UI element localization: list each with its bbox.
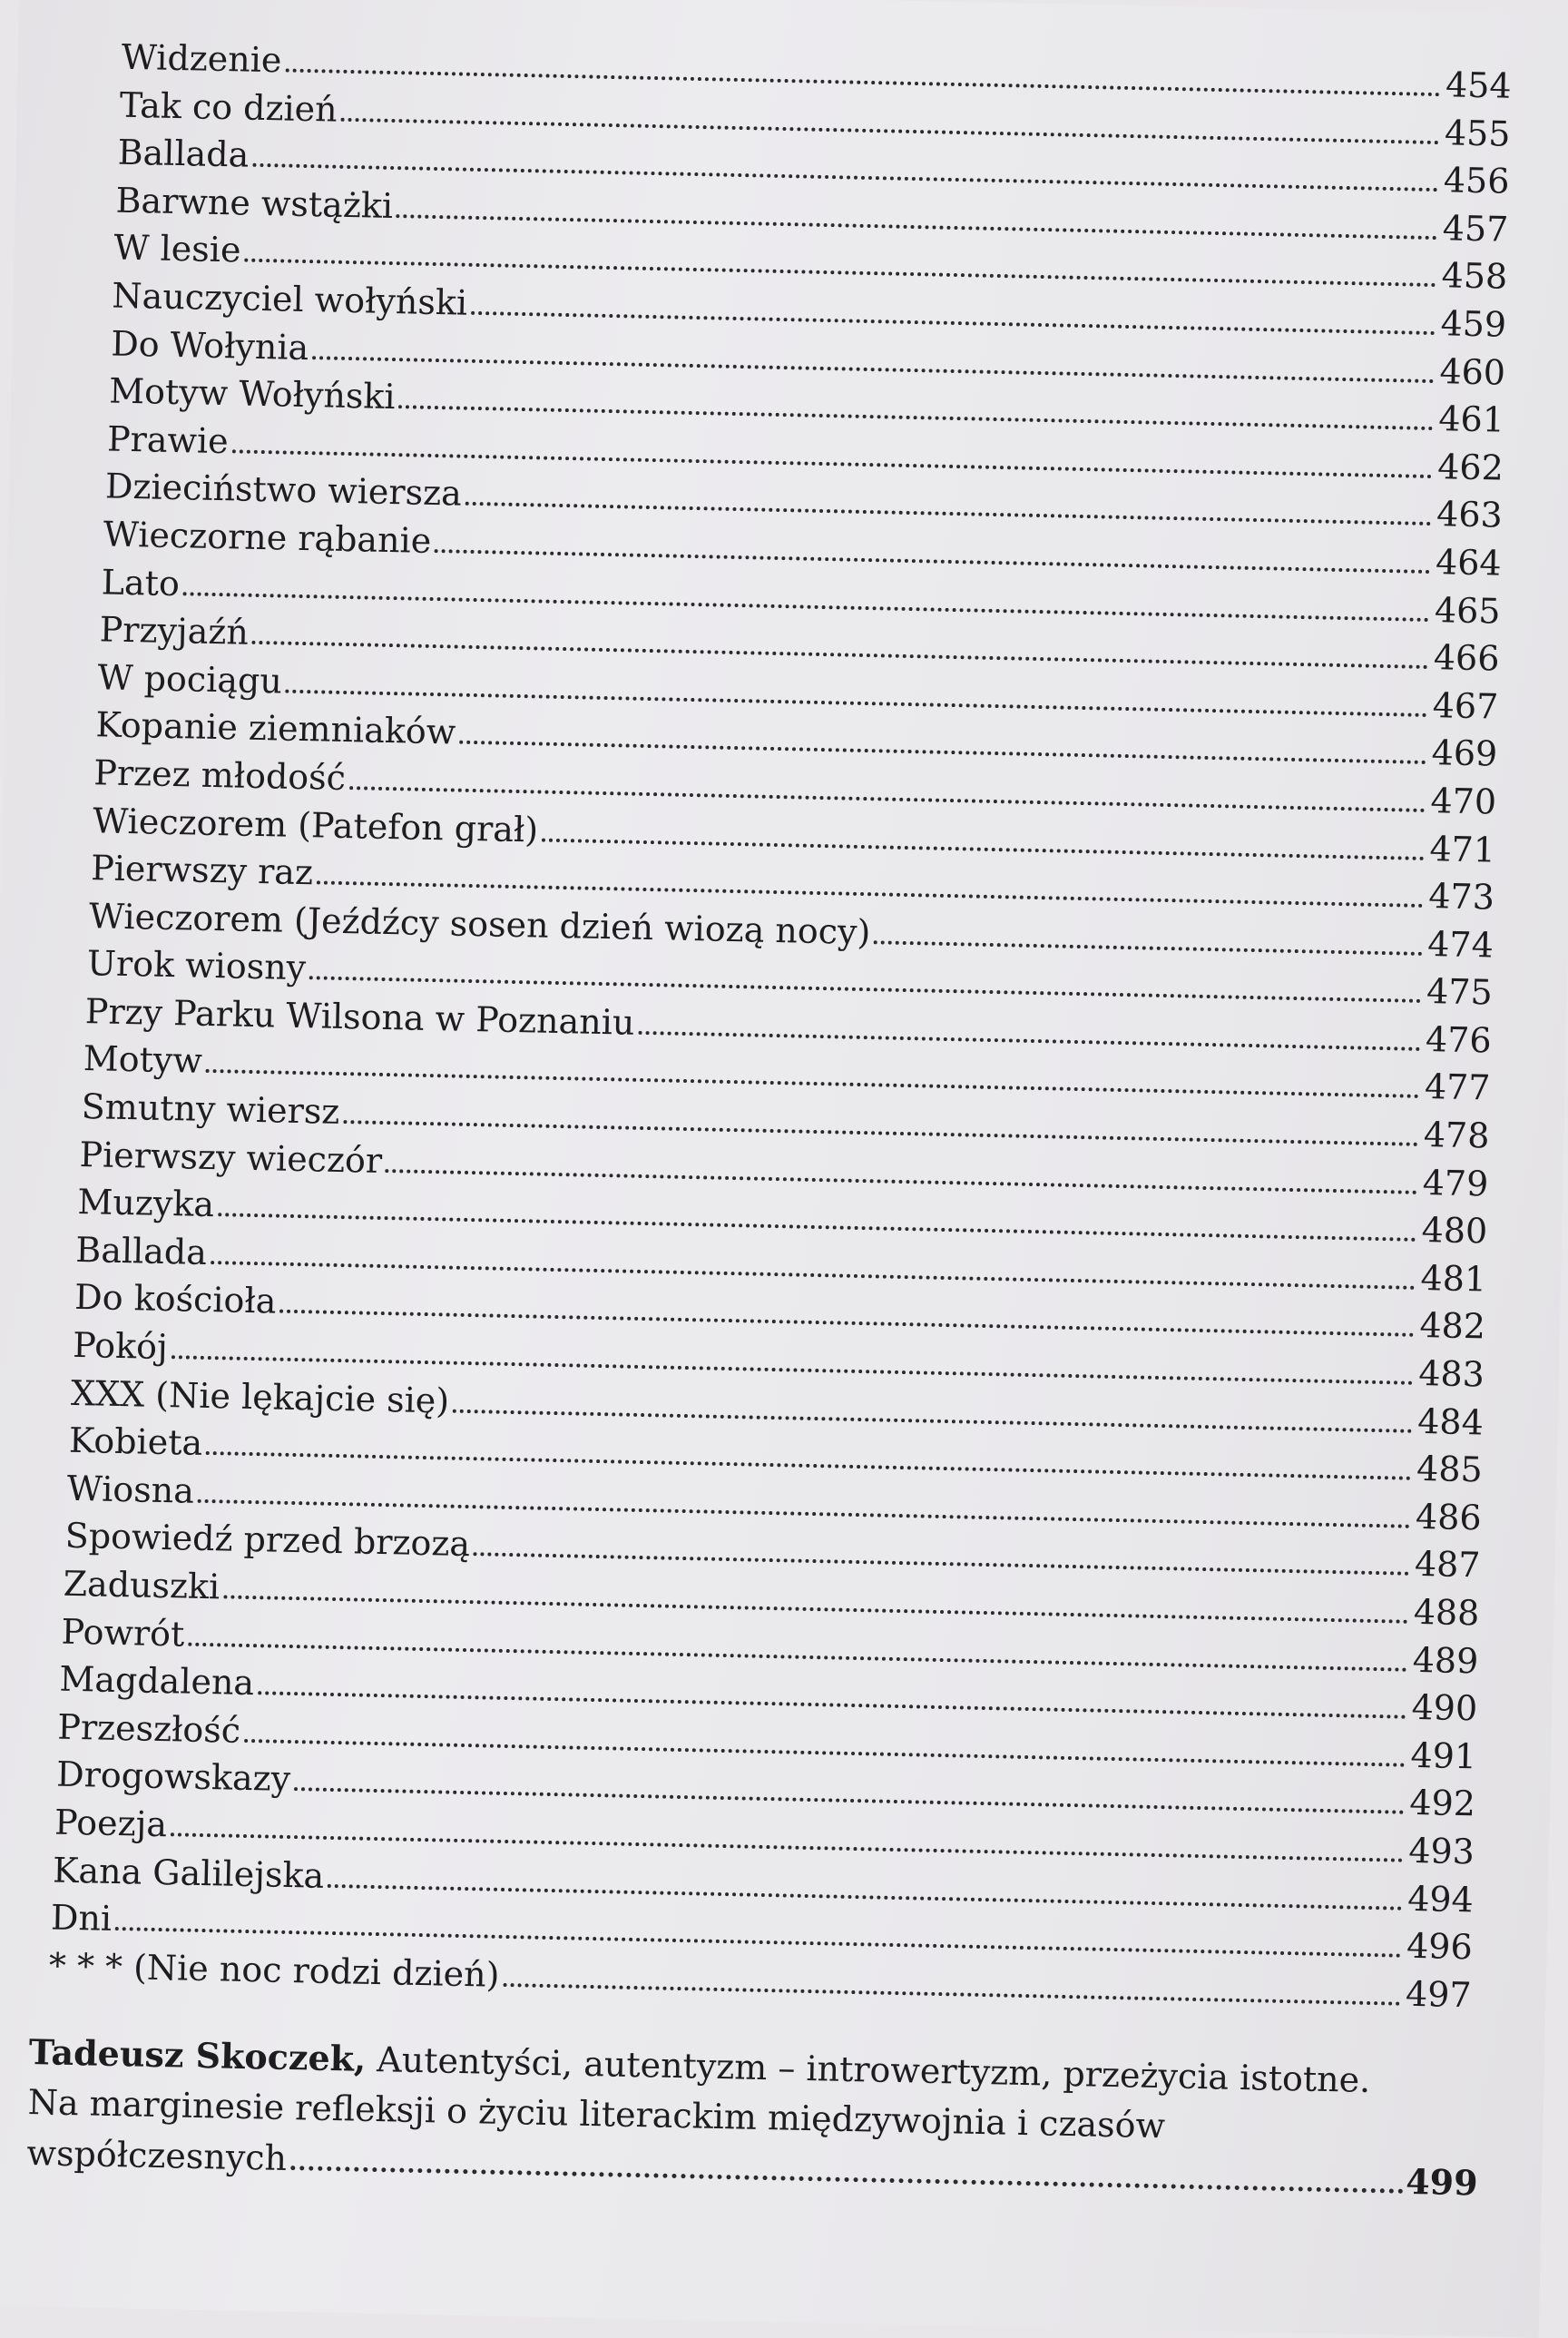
dot-leader <box>290 2166 1404 2194</box>
essay-title-part-1: Autentyści, autentyzm – introwertyzm, przeżycia istotne. <box>365 2038 1371 2100</box>
toc-entry-title: Wieczorem (Patefon grał) <box>92 800 539 850</box>
toc-entry-page: 466 <box>1433 637 1500 679</box>
toc-entry-title: Widzenie <box>121 36 282 81</box>
toc-entry-title: Motyw <box>83 1038 203 1082</box>
essay-title-part-3: współczesnych <box>26 2133 288 2179</box>
toc-entry-page: 493 <box>1407 1830 1475 1872</box>
toc-entry-title: Muzyka <box>77 1182 215 1225</box>
toc-entry-page: 491 <box>1410 1734 1477 1777</box>
toc-entry-title: Do Wołynia <box>110 323 309 368</box>
toc-entry-title: Przeszłość <box>56 1706 241 1751</box>
toc-entry-page: 480 <box>1421 1210 1488 1252</box>
toc-entry-title: Ballada <box>74 1229 208 1272</box>
toc-entry-title: Pierwszy raz <box>90 848 314 893</box>
toc-entry-page: 477 <box>1424 1066 1491 1108</box>
toc-entry-page: 485 <box>1416 1449 1484 1490</box>
toc-entry-title: Dzieciństwo wiersza <box>104 466 463 514</box>
toc-entry-page: 457 <box>1442 208 1509 250</box>
toc-entry-page: 494 <box>1406 1878 1475 1920</box>
toc-entry-page: 497 <box>1405 1973 1473 2016</box>
essay-entry <box>26 2027 1477 2208</box>
essay-title-part-2: Na marginesie refleksji o życiu literackim międzywojnia i czasów <box>27 2082 1166 2146</box>
toc-entry-page: 476 <box>1425 1018 1493 1061</box>
dot-leader <box>874 940 1423 956</box>
toc-entry-title: Drogowskazy <box>55 1754 291 1800</box>
toc-entry-title: Kobieta <box>68 1420 203 1464</box>
toc-entry-title: Motyw Wołyński <box>108 370 397 418</box>
toc-entry-title: Magdalena <box>59 1658 255 1704</box>
toc-entry-page: 470 <box>1430 780 1497 822</box>
toc-entry-page: 471 <box>1429 828 1496 870</box>
toc-entry-page: 492 <box>1408 1783 1476 1824</box>
toc-entry-title: Kana Galilejska <box>52 1850 325 1896</box>
toc-entry-title: Dni <box>50 1897 113 1940</box>
toc-entry-title: Lato <box>101 561 181 604</box>
toc-entry-title: Powrót <box>61 1611 185 1655</box>
toc-entry-title: Nauczyciel wołyński <box>111 275 468 323</box>
toc-entry-page: 486 <box>1415 1496 1483 1538</box>
toc-entry-title: Kopanie ziemniaków <box>95 704 456 752</box>
essay-page-number: 499 <box>1405 2160 1479 2204</box>
toc-entry-title: Przez młodość <box>93 752 347 798</box>
toc-entry-page: 462 <box>1436 446 1504 488</box>
toc-entry-title: Ballada <box>117 132 250 175</box>
toc-entry-title: Urok wiosny <box>86 943 307 988</box>
essay-author: Tadeusz Skoczek, <box>28 2031 367 2079</box>
toc-entry-title: Poezja <box>54 1802 168 1845</box>
toc-entry-page: 490 <box>1411 1687 1478 1729</box>
toc-entry-page: 479 <box>1422 1162 1489 1204</box>
toc-entry-page: 473 <box>1427 876 1495 918</box>
toc-entry-page: 459 <box>1440 303 1507 345</box>
toc-entry-title: Barwne wstążki <box>115 180 394 226</box>
toc-entry-page: 463 <box>1436 494 1504 536</box>
toc-entry-title: Pierwszy wieczór <box>79 1134 383 1181</box>
toc-entry-page: 484 <box>1416 1400 1485 1443</box>
toc-entry-page: 482 <box>1419 1305 1486 1347</box>
toc-entry-page: 478 <box>1423 1115 1490 1156</box>
toc-entry-title: Pokój <box>72 1324 169 1368</box>
toc-entry-title: W lesie <box>113 227 241 270</box>
toc-entry-title: Przyjaźń <box>99 609 250 653</box>
toc-entry-page: 464 <box>1435 542 1503 584</box>
toc-entry-page: 489 <box>1412 1639 1479 1681</box>
toc-entry-page: 465 <box>1434 589 1501 632</box>
toc-entry-title: W pociągu <box>97 657 283 702</box>
toc-entry-page: 467 <box>1432 684 1499 727</box>
toc-entry-page: 496 <box>1406 1925 1474 1968</box>
toc-entry-title: Wiosna <box>66 1468 195 1511</box>
toc-entry-page: 454 <box>1445 64 1513 106</box>
dot-leader <box>503 1983 1400 2006</box>
toc-entry-title: * * * (Nie noc rodzi dzień) <box>48 1945 500 1995</box>
toc-entry-title: Wieczorem (Jeźdźcy sosen dzień wiozą nocy) <box>88 895 871 952</box>
toc-entry-page: 455 <box>1444 112 1511 154</box>
toc-entry-page: 475 <box>1426 971 1494 1013</box>
toc-entry-title: Spowiedź przed brzozą <box>64 1516 471 1565</box>
toc-entry-page: 488 <box>1413 1591 1480 1634</box>
table-of-contents <box>48 34 1513 2019</box>
toc-entry-page: 483 <box>1417 1352 1485 1395</box>
toc-entry-title: Prawie <box>106 418 230 461</box>
toc-entry-title: XXX (Nie lękajcie się) <box>70 1372 450 1421</box>
toc-entry-page: 469 <box>1431 732 1498 774</box>
toc-entry-page: 481 <box>1420 1257 1487 1300</box>
toc-entry-title: Wieczorne rąbanie <box>103 514 432 561</box>
toc-entry-title: Smutny wiersz <box>81 1086 340 1133</box>
toc-entry-title: Zaduszki <box>63 1563 220 1607</box>
toc-entry-page: 487 <box>1414 1544 1481 1586</box>
toc-entry-page: 460 <box>1439 350 1506 393</box>
toc-entry-page: 456 <box>1443 160 1510 201</box>
toc-entry-page: 474 <box>1426 923 1494 966</box>
toc-entry-page: 461 <box>1437 398 1505 440</box>
toc-entry-title: Do kościoła <box>74 1277 277 1321</box>
toc-entry-page: 458 <box>1441 255 1508 298</box>
toc-entry-title: Tak co dzień <box>119 84 338 130</box>
dot-leader <box>638 1031 1420 1051</box>
toc-entry-title: Przy Parku Wilsona w Poznaniu <box>84 990 635 1043</box>
